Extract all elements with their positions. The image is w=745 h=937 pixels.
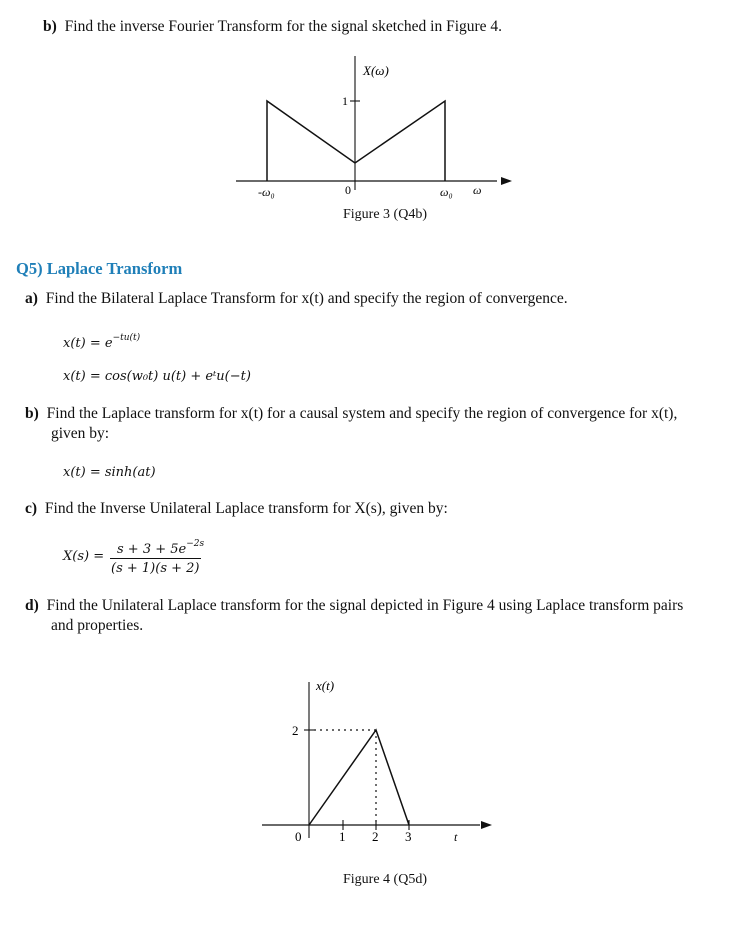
q5c-eq-num-text: s + 3 + 5e (117, 542, 187, 557)
fig3-signal-line (267, 101, 445, 181)
figure-3 (0, 0, 745, 240)
q4b-label: b) (43, 18, 57, 35)
fig4-ylabel: x(t) (316, 678, 335, 693)
fig3-x-arrow-icon (501, 177, 512, 185)
q5c-fraction-bar (110, 558, 201, 559)
q5b-text-line2: given by: (51, 425, 110, 442)
q5b-label: b) (25, 405, 39, 422)
q5b-equation: x(t) = sinh(at) (63, 465, 156, 480)
q5c-eq-numerator (117, 539, 204, 557)
fig4-x-tick-label-3: 3 (405, 829, 412, 844)
q5d-question (25, 597, 683, 615)
q5a-eq1-exponent: −tu(t) (112, 333, 141, 343)
q5c-text: Find the Inverse Unilateral Laplace transform for X(s), given by: (44, 500, 448, 517)
q5b-text-line1: Find the Laplace transform for x(t) for a causal system and specify the region of convergence for x(t), (46, 405, 678, 422)
q5a-text: Find the Bilateral Laplace Transform for x(t) and specify the region of convergence. (45, 290, 568, 307)
fig3-x-neg-label: -ω₀ (258, 185, 275, 199)
fig4-x-tick-label-0: 0 (295, 829, 302, 844)
q5c-eq-lhs: X(s) = (63, 549, 105, 564)
q5d-text-line1: Find the Unilateral Laplace transform for the signal depicted in Figure 4 using Laplace transform pairs (46, 597, 684, 614)
fig3-x-pos-label: ω₀ (440, 185, 453, 199)
q4b-text: Find the inverse Fourier Transform for the signal sketched in Figure 4. (64, 18, 503, 35)
fig4-x-arrow-icon (481, 821, 492, 829)
q5b-question (25, 405, 677, 423)
fig4-signal-line (309, 730, 409, 825)
fig4-x-tick-label-1: 1 (339, 829, 346, 844)
fig3-ylabel: X(ω) (363, 63, 389, 78)
q5c-eq-num-exponent: −2s (186, 539, 205, 549)
q5-title: Q5) Laplace Transform (16, 259, 183, 278)
figure-4 (0, 660, 745, 860)
q5a-label: a) (25, 290, 38, 307)
fig4-caption: Figure 4 (Q5d) (343, 872, 427, 887)
q5c-eq-denominator: (s + 1)(s + 2) (111, 561, 200, 576)
fig3-x-zero-label: 0 (345, 183, 351, 197)
q5a-equation-2: x(t) = cos(w₀t) u(t) + eᵗu(−t) (63, 369, 251, 384)
q5d-label: d) (25, 597, 39, 614)
q5a-equation-1 (63, 333, 140, 351)
q5a-question (25, 290, 568, 308)
fig3-x-axis-label: ω (473, 183, 482, 197)
fig3-caption: Figure 3 (Q4b) (343, 207, 427, 222)
fig4-x-axis-label: t (454, 830, 458, 844)
fig4-x-tick-label-2: 2 (372, 829, 379, 844)
q5c-question (25, 500, 448, 518)
q5a-eq1-lhs: x(t) = e (63, 336, 113, 351)
q5d-text-line2: and properties. (51, 617, 144, 634)
fig4-y-tick-label: 2 (292, 723, 299, 738)
fig3-y-tick-label: 1 (342, 94, 348, 108)
q5c-label: c) (25, 500, 38, 517)
